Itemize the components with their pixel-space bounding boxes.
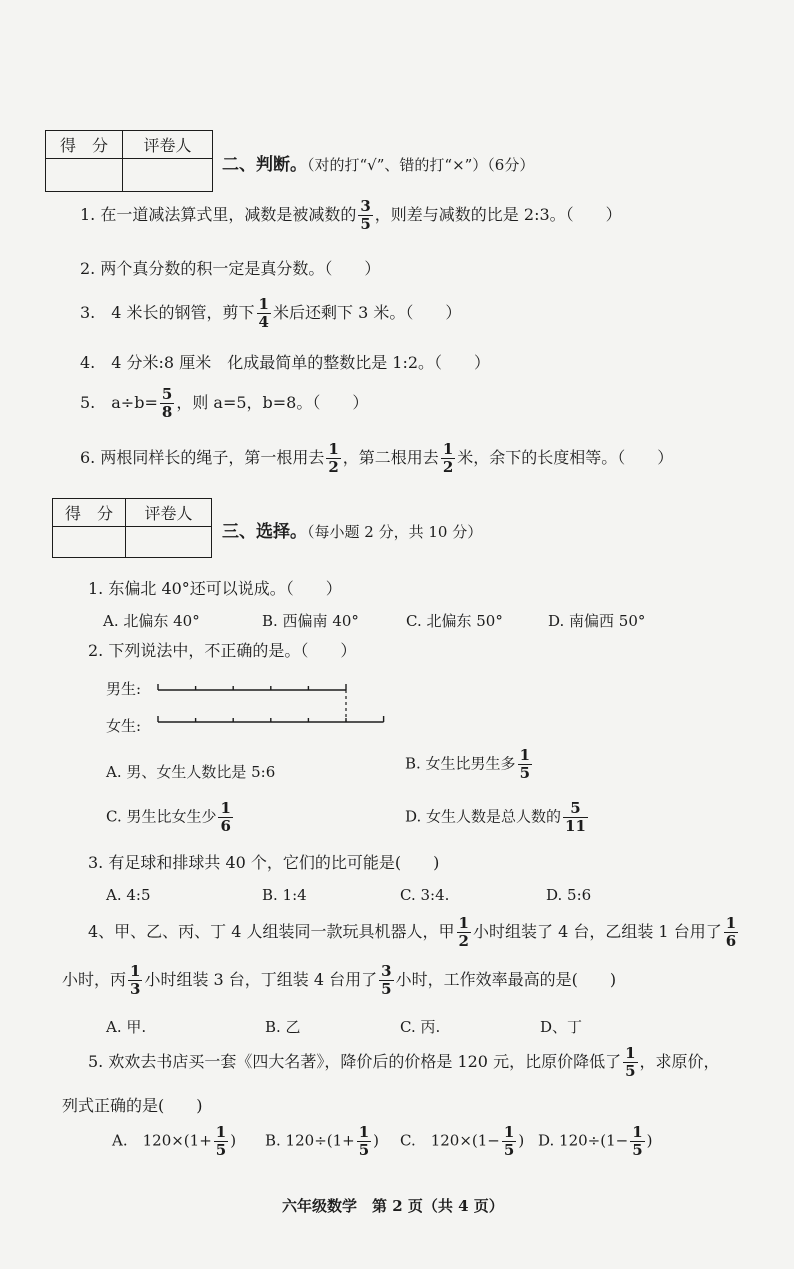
q4-text-e: 小时，工作效率最高的是( ) <box>395 970 617 989</box>
choice-q3-opt-d: D. 5:6 <box>546 886 592 904</box>
close-paren: ) <box>230 1131 237 1150</box>
section3-title <box>222 517 482 542</box>
q6-text-a: 6. 两根同样长的绳子，第一根用去 <box>80 448 325 467</box>
fraction <box>326 441 340 476</box>
numerator: 1 <box>458 914 469 932</box>
grader-label: 评卷人 <box>126 499 212 527</box>
judge-q3 <box>80 296 461 331</box>
opt-b-text: B. 女生比男生多 <box>405 754 516 773</box>
choice-q1-opt-d: D. 南偏西 50° <box>548 612 646 630</box>
denominator: 2 <box>442 458 454 476</box>
choice-q4-line2 <box>62 963 616 998</box>
denominator: 2 <box>328 458 339 476</box>
q4-text-c: 小时，丙 <box>62 970 127 989</box>
close-paren: ) <box>646 1131 653 1150</box>
line-segment-diagram <box>150 680 390 730</box>
choice-q1-opt-b: B. 西偏南 40° <box>262 612 359 630</box>
choice-q3-opt-c: C. 3:4. <box>400 886 450 904</box>
choice-q5-opt-b <box>265 1124 379 1159</box>
opt-d-text: D. 女生人数是总人数的 <box>405 807 562 826</box>
fraction <box>518 747 532 782</box>
girls-ticks <box>158 716 384 722</box>
numerator: 1 <box>358 1123 370 1141</box>
denominator: 6 <box>220 817 231 835</box>
numerator: 1 <box>519 746 530 764</box>
numerator: 1 <box>130 962 141 980</box>
choice-q3-stem: 3. 有足球和排球共 40 个，它们的比可能是( ) <box>88 853 440 872</box>
numerator: 1 <box>632 1123 643 1141</box>
score-cell <box>53 527 126 558</box>
numerator: 1 <box>215 1123 227 1141</box>
q4-text-a: 4、甲、乙、丙、丁 4 人组装同一款玩具机器人，甲 <box>88 922 455 941</box>
choice-q2-opt-b <box>405 747 534 782</box>
fraction <box>441 441 455 476</box>
judge-q5 <box>80 386 368 421</box>
judge-q2: 2. 两个真分数的积一定是真分数。（ ） <box>80 259 381 278</box>
fraction <box>160 386 174 421</box>
choice-q4-opt-b: B. 乙 <box>265 1018 301 1036</box>
fraction <box>623 1045 637 1080</box>
score-label: 得 分 <box>46 131 123 159</box>
choice-q5-line1 <box>88 1045 720 1080</box>
fraction <box>128 963 142 998</box>
fraction <box>358 198 372 233</box>
choice-q5-opt-d <box>538 1124 653 1159</box>
grader-label: 评卷人 <box>123 131 213 159</box>
page-footer: 六年级数学 第 2 页（共 4 页） <box>282 1197 504 1215</box>
section2-note: （对的打“√”、错的打“×”）（6分） <box>307 156 535 174</box>
choice-q4-opt-c: C. 丙. <box>400 1018 441 1036</box>
denominator: 5 <box>625 1062 636 1080</box>
choice-q1-opt-c: C. 北偏东 50° <box>406 612 503 630</box>
choice-q2-opt-a: A. 男、女生人数比是 5:6 <box>106 763 276 781</box>
close-paren: ) <box>518 1131 525 1150</box>
q1-text-b: ，则差与减数的比是 2:3。（ ） <box>374 205 622 224</box>
fraction <box>502 1124 516 1159</box>
numerator: 5 <box>563 800 588 818</box>
opt-d-text: D. 120÷(1− <box>538 1131 629 1150</box>
fraction <box>214 1124 228 1159</box>
numerator: 1 <box>442 440 454 458</box>
numerator: 1 <box>220 799 231 817</box>
opt-c-text: C. 男生比女生少 <box>106 807 217 826</box>
choice-q5-opt-a <box>112 1124 236 1159</box>
denominator: 6 <box>725 932 737 950</box>
q3-text-b: 米后还剩下 3 米。（ ） <box>272 303 462 322</box>
q4-text-b: 小时组装了 4 台，乙组装 1 台用了 <box>472 922 722 941</box>
section2-heading: 二、判断。 <box>222 155 307 175</box>
numerator: 1 <box>503 1123 515 1141</box>
score-label: 得 分 <box>53 499 126 527</box>
section3-note: （每小题 2 分，共 10 分） <box>307 523 483 541</box>
choice-q4-line1 <box>88 915 740 950</box>
choice-q5-opt-c <box>400 1124 524 1159</box>
choice-q4-opt-a: A. 甲. <box>106 1018 147 1036</box>
numerator: 5 <box>161 385 173 403</box>
denominator: 4 <box>258 313 269 331</box>
fraction <box>630 1124 644 1159</box>
denominator: 5 <box>632 1141 643 1159</box>
score-cell <box>46 159 123 192</box>
opt-c-text: C. 120×(1− <box>400 1131 500 1150</box>
denominator: 5 <box>215 1141 227 1159</box>
choice-q3-opt-a: A. 4:5 <box>106 886 151 904</box>
fraction <box>218 800 232 835</box>
q5-text-b: ，求原价， <box>639 1052 720 1071</box>
q6-text-c: 米，余下的长度相等。（ ） <box>457 448 674 467</box>
choice-q1-opt-a: A. 北偏东 40° <box>103 612 200 630</box>
numerator: 1 <box>328 440 339 458</box>
denominator: 5 <box>519 764 530 782</box>
fraction <box>724 915 738 950</box>
choice-q2-opt-d <box>405 800 590 835</box>
judge-q1 <box>80 198 622 233</box>
score-box-2 <box>52 498 212 558</box>
judge-q4: 4. 4 分米:8 厘米 化成最简单的整数比是 1:2。（ ） <box>80 353 491 372</box>
choice-q5-line2: 列式正确的是( ) <box>62 1096 203 1115</box>
q5-text-a: 5. 欢欢去书店买一套《四大名著》，降价后的价格是 120 元，比原价降低了 <box>88 1052 622 1071</box>
denominator: 3 <box>130 980 141 998</box>
numerator: 1 <box>625 1044 636 1062</box>
numerator: 3 <box>381 962 392 980</box>
choice-q2-opt-c <box>106 800 235 835</box>
fraction <box>357 1124 371 1159</box>
section2-title <box>222 150 534 175</box>
denominator: 11 <box>565 817 586 835</box>
q4-text-d: 小时组装 3 台，丁组装 4 台用了 <box>144 970 378 989</box>
numerator: 3 <box>360 197 371 215</box>
score-box-1 <box>45 130 213 192</box>
choice-q2-stem: 2. 下列说法中，不正确的是。（ ） <box>88 641 357 660</box>
numerator: 1 <box>258 295 269 313</box>
denominator: 2 <box>458 932 469 950</box>
denominator: 8 <box>161 403 173 421</box>
grader-cell <box>126 527 212 558</box>
denominator: 5 <box>503 1141 515 1159</box>
close-paren: ) <box>373 1131 380 1150</box>
denominator: 5 <box>360 215 371 233</box>
choice-q3-opt-b: B. 1:4 <box>262 886 307 904</box>
choice-q4-opt-d: D、丁 <box>540 1018 583 1036</box>
q6-text-b: ，第二根用去 <box>342 448 439 467</box>
fraction <box>563 800 588 835</box>
opt-b-text: B. 120÷(1+ <box>265 1131 355 1150</box>
q3-text-a: 3. 4 米长的钢管，剪下 <box>80 303 255 322</box>
boys-label: 男生: <box>106 680 142 698</box>
fraction <box>257 296 271 331</box>
q1-text-a: 1. 在一道减法算式里，减数是被减数的 <box>80 205 357 224</box>
fraction <box>457 915 471 950</box>
opt-a-text: A. 120×(1+ <box>112 1131 212 1150</box>
q5-text-a: 5. a÷b= <box>80 393 158 412</box>
girls-label: 女生: <box>106 717 142 735</box>
denominator: 5 <box>358 1141 370 1159</box>
boys-ticks <box>158 684 346 690</box>
q5-text-b: ，则 a=5，b=8。（ ） <box>176 393 369 412</box>
section3-heading: 三、选择。 <box>222 522 307 542</box>
numerator: 1 <box>725 914 737 932</box>
judge-q6 <box>80 441 673 476</box>
fraction <box>379 963 393 998</box>
denominator: 5 <box>381 980 392 998</box>
choice-q1-stem: 1. 东偏北 40°还可以说成。（ ） <box>88 579 342 598</box>
grader-cell <box>123 159 213 192</box>
